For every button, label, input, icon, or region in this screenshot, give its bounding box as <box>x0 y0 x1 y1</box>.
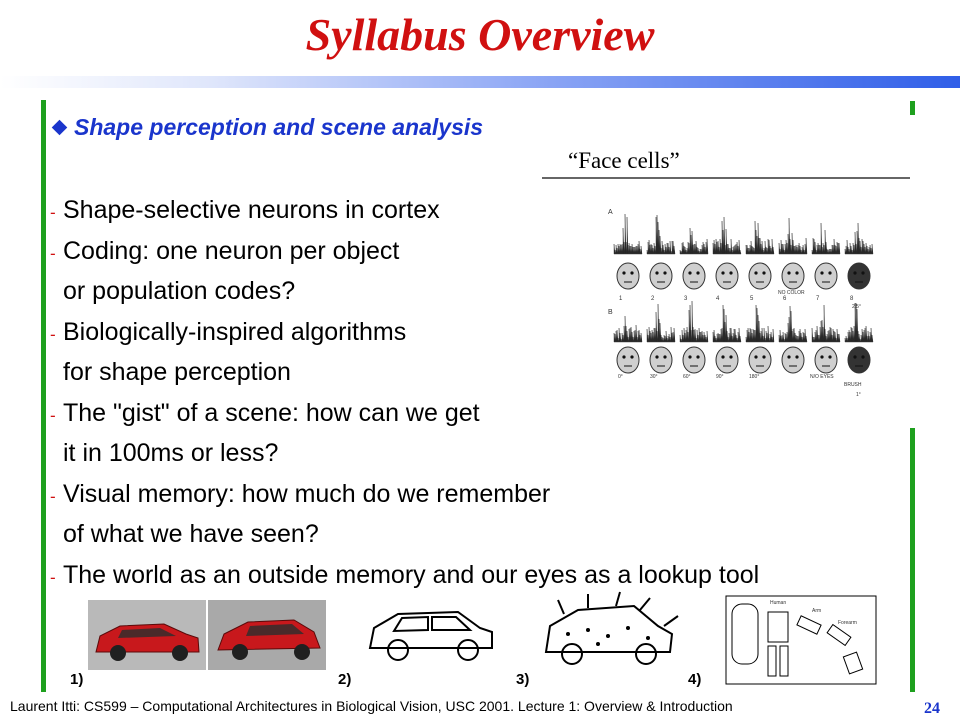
section-heading <box>54 114 483 141</box>
spike-histogram <box>845 223 873 254</box>
diamond-bullet-icon <box>52 120 68 136</box>
no-color-tag: NO COLOR <box>778 290 805 296</box>
row1-num-2: 2 <box>651 296 655 302</box>
face-eye <box>853 355 856 358</box>
bullet-continuation <box>50 433 910 474</box>
bullet-text: The world as an outside memory and our eyes as a lookup tool <box>63 560 760 589</box>
spike-histogram <box>647 215 675 254</box>
row1-num-5: 5 <box>750 296 754 302</box>
brush-tag: BRUSH <box>844 382 862 388</box>
histogram-row-2 <box>614 301 873 342</box>
spike-histogram <box>812 223 840 254</box>
car-models-figure <box>68 590 888 690</box>
angle-180: 180° <box>749 374 760 380</box>
face-eye <box>729 355 732 358</box>
footer-citation: Laurent Itti: CS599 – Computational Architectures in Biological Vision, USC 2001. Lecture 1: Overview & Introduction <box>10 698 733 714</box>
slide-title: Syllabus Overview <box>305 9 655 60</box>
car-normals-icon <box>546 592 678 664</box>
face-eye <box>688 355 691 358</box>
title-underline-bar <box>0 76 960 88</box>
face-stimulus-icon <box>749 263 771 289</box>
face-stimulus-icon <box>617 347 639 373</box>
right-green-rule-bottom <box>910 428 915 692</box>
spike-histogram <box>647 304 675 342</box>
face-eye <box>663 355 666 358</box>
face-cells-caption: “Face cells” <box>568 148 680 173</box>
bullet-text: Coding: one neuron per object <box>63 236 400 265</box>
spike-histogram <box>812 305 840 342</box>
face-stimulus-icon <box>749 347 771 373</box>
bullet-text: Biologically-inspired algorithms <box>63 317 407 346</box>
bullet-continuation <box>50 514 910 555</box>
spike-histogram <box>713 217 741 254</box>
face-stimulus-icon <box>650 347 672 373</box>
face-stimulus-icon <box>617 263 639 289</box>
row-label-b: B <box>608 309 613 316</box>
tag-arm: Arm <box>812 608 822 614</box>
spike-histogram <box>680 301 708 342</box>
page-number: 24 <box>924 700 940 717</box>
face-stimulus-icon <box>815 263 837 289</box>
face-eye <box>655 271 658 274</box>
face-eye <box>688 271 691 274</box>
dash-marker: - <box>50 486 56 506</box>
part-model-icon <box>726 596 876 684</box>
bullet-text: Shape-selective neurons in cortex <box>63 196 440 224</box>
angle-60: 60° <box>683 374 691 380</box>
face-eye <box>787 271 790 274</box>
row1-num-8: 8 <box>850 296 854 302</box>
section-heading-text: Shape perception and scene analysis <box>74 114 484 140</box>
face-eye <box>696 271 699 274</box>
face-eye <box>820 355 823 358</box>
face-stimulus-icon <box>848 347 870 373</box>
dash-marker: - <box>50 243 56 263</box>
face-eye <box>721 355 724 358</box>
face-eye <box>820 271 823 274</box>
face-stimulus-icon <box>716 347 738 373</box>
histogram-row-1 <box>614 214 873 254</box>
spike-histogram <box>713 305 741 342</box>
face-eye <box>754 271 757 274</box>
face-eye <box>861 271 864 274</box>
face-eye <box>828 355 831 358</box>
face-eye <box>630 271 633 274</box>
face-eye <box>622 355 625 358</box>
face-stimulus-icon <box>650 263 672 289</box>
left-green-rule <box>41 100 46 692</box>
wireframe-car-icon <box>370 612 492 660</box>
bullet-item <box>50 474 910 515</box>
row1-num-3: 3 <box>684 296 688 302</box>
face-eye <box>762 355 765 358</box>
face-eye <box>630 355 633 358</box>
row1-num-1: 1 <box>619 296 623 302</box>
face-eye <box>663 271 666 274</box>
face-stimulus-icon <box>683 347 705 373</box>
face-eye <box>795 271 798 274</box>
spike-histogram <box>614 316 642 342</box>
dash-marker: - <box>50 324 56 344</box>
surface-dots <box>566 626 650 646</box>
spike-histogram <box>746 305 774 342</box>
face-eye <box>622 271 625 274</box>
panel-label-2: 2) <box>338 671 352 688</box>
tag-forearm: Forearm <box>838 620 857 626</box>
face-eye <box>754 355 757 358</box>
bullet-text: of what we have seen? <box>63 520 319 548</box>
panel-label-4: 4) <box>688 671 702 688</box>
bullet-text: Visual memory: how much do we remember <box>63 479 551 508</box>
row1-num-7: 7 <box>816 296 820 302</box>
spike-histogram <box>779 218 807 254</box>
bullet-text: it in 100ms or less? <box>63 439 279 467</box>
face-stimulus-icon <box>848 263 870 289</box>
face-stimulus-icon <box>782 347 804 373</box>
dash-marker: - <box>50 567 56 587</box>
face-eye <box>853 271 856 274</box>
panel-label-1: 1) <box>70 671 84 688</box>
face-stimulus-icon <box>716 263 738 289</box>
face-eye <box>787 355 790 358</box>
right-green-rule-top <box>910 101 915 115</box>
bullet-text: or population codes? <box>63 277 296 305</box>
caption-rule <box>542 177 910 179</box>
angle-0: 0° <box>618 374 623 380</box>
spike-histogram <box>779 306 807 342</box>
row1-num-6: 6 <box>783 296 787 302</box>
face-eye <box>655 355 658 358</box>
face-eye <box>696 355 699 358</box>
face-eye <box>729 271 732 274</box>
scale-tag-1: 2.5° <box>852 304 861 310</box>
spike-histogram <box>746 221 774 254</box>
face-row-1 <box>617 263 870 289</box>
dash-marker: - <box>50 203 56 222</box>
face-eye <box>795 355 798 358</box>
face-stimulus-icon <box>683 263 705 289</box>
angle-90: 90° <box>716 374 724 380</box>
angle-30: 30° <box>650 374 658 380</box>
face-row-2 <box>617 347 870 373</box>
face-stimulus-icon <box>782 263 804 289</box>
face-stimulus-icon <box>815 347 837 373</box>
spike-histogram <box>680 228 708 254</box>
row1-num-4: 4 <box>716 296 720 302</box>
face-eye <box>721 271 724 274</box>
spike-histogram <box>614 214 642 254</box>
face-eye <box>762 271 765 274</box>
row-label-a: A <box>608 209 613 216</box>
bullet-item <box>50 555 910 596</box>
face-eye <box>861 355 864 358</box>
tag-human: Human <box>770 600 787 606</box>
face-cells-figure <box>606 200 874 404</box>
bullet-text: for shape perception <box>63 358 291 386</box>
scale-tag-2: 1° <box>856 392 861 398</box>
no-eyes-tag: N/O EYES <box>810 374 834 380</box>
dash-marker: - <box>50 405 56 425</box>
bullet-text: The "gist" of a scene: how can we get <box>63 398 480 427</box>
face-eye <box>828 271 831 274</box>
panel-label-3: 3) <box>516 671 530 688</box>
